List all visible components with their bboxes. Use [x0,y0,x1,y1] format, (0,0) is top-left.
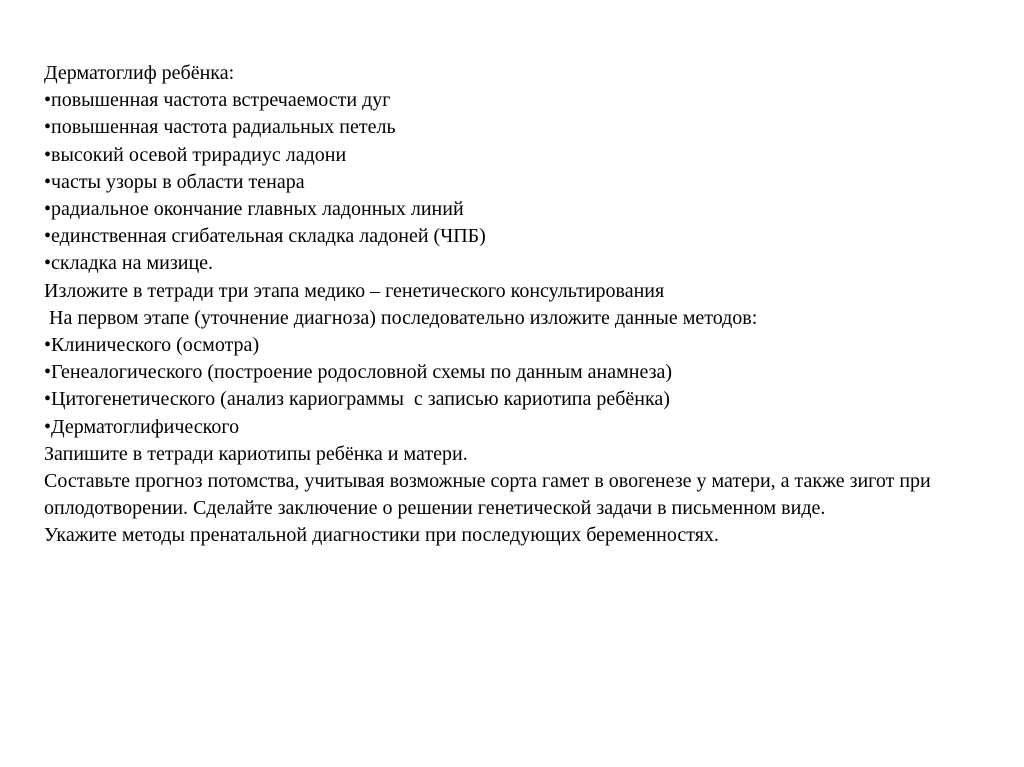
dermatoglyph-item: •повышенная частота встречаемости дуг [44,89,391,112]
first-stage-text: На первом этапе (уточнение диагноза) последовательно изложите данные методов: [44,306,758,329]
dermatoglyph-item: •единственная сгибательная складка ладоней (ЧПБ) [44,225,486,248]
method-item: •Клинического (осмотра) [44,334,260,357]
method-item: •Генеалогического (построение родословной схемы по данным анамнеза) [44,361,673,384]
task-prenatal-text: Укажите методы пренатальной диагностики при последующих беременностях. [44,524,719,547]
dermatoglyph-item: •высокий осевой трирадиус ладони [44,143,347,166]
dermatoglyph-item: •складка на мизице. [44,252,214,275]
dermatoglyph-item: •часты узоры в области тенара [44,170,305,193]
dermatoglyph-item: •радиальное окончание главных ладонных линий [44,198,464,221]
task-karyotypes-text: Запишите в тетради кариотипы ребёнка и матери. [44,442,468,465]
task-prognosis-text: Составьте прогноз потомства, учитывая возможные сорта гамет в овогенезе у матери, а также зигот при оплодотворении. Сделайте заключение о решении генетической задачи в письменном виде. [44,470,931,520]
slide-text-body [44,60,994,550]
dermatoglyph-heading: Дерматоглиф ребёнка: [44,62,235,84]
method-item: •Цитогенетического (анализ кариограммы с записью кариотипа ребёнка) [44,388,670,411]
task-stages-text: Изложите в тетради три этапа медико – генетического консультирования [44,279,665,302]
method-item: •Дерматоглифического [44,415,240,438]
dermatoglyph-item: •повышенная частота радиальных петель [44,116,396,139]
